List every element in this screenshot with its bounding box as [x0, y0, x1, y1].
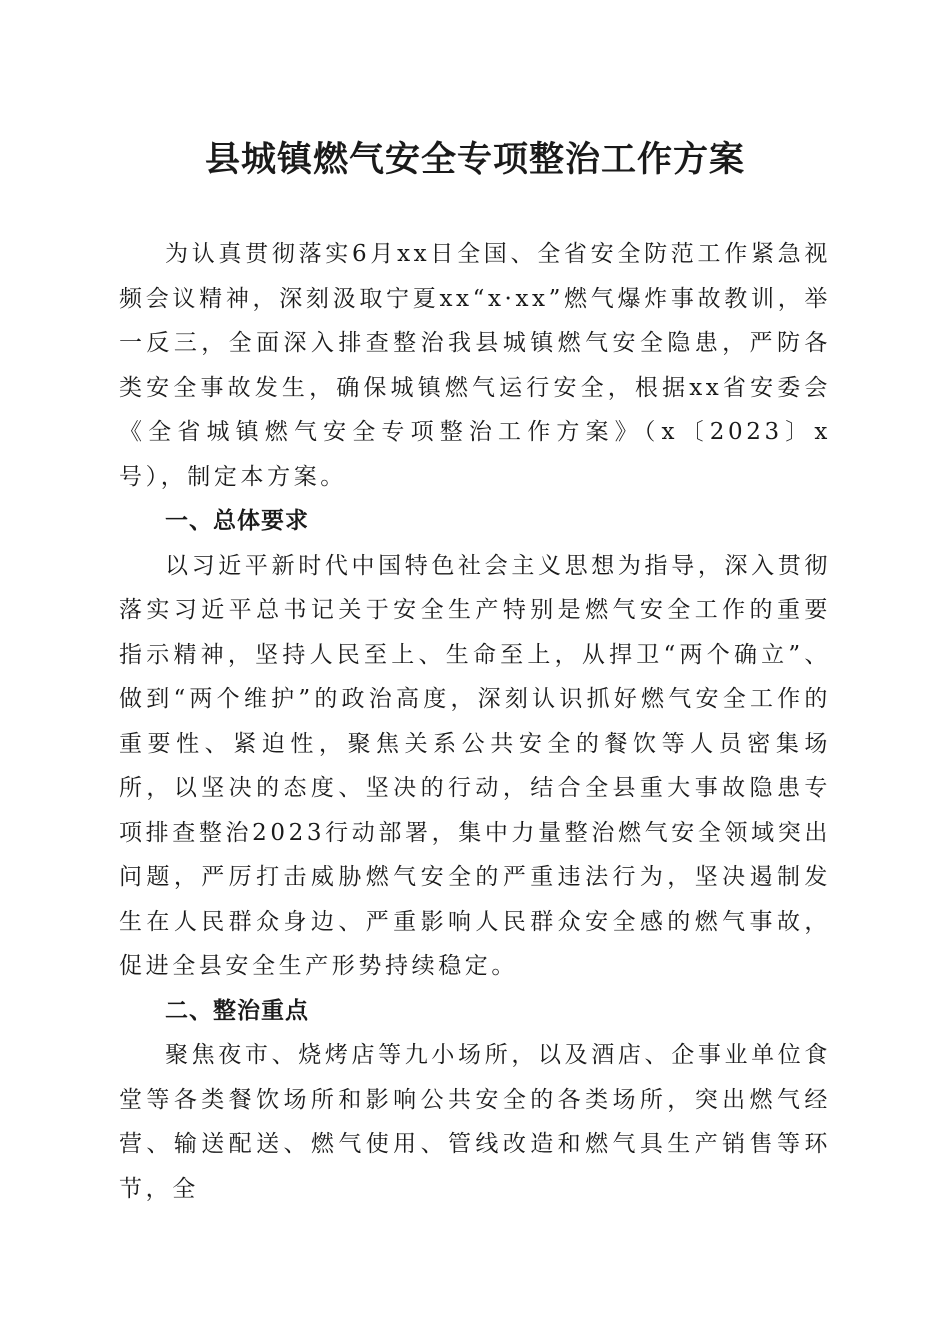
section-heading-key-rectification: 二、整治重点	[165, 997, 309, 1024]
section-paragraph-general-requirements: 以习近平新时代中国特色社会主义思想为指导，深入贯彻落实习近平总书记关于安全生产特别是燃气安全工作的重要指示精神，坚持人民至上、生命至上，从捍卫“两个确立”、做到“两个维护”的政治高度，深刻认识抓好燃气安全工作的重要性、紧迫性，聚焦关系公共安全的餐饮等人员密集场所，以坚决的态度、坚决的行动，结合全县重大事故隐患专项排查整治2023行动部署，集中力量整治燃气安全领域突出问题，严厉打击威胁燃气安全的严重违法行为，坚决遏制发生在人民群众身边、严重影响人民群众安全感的燃气事故，促进全县安全生产形势持续稳定。	[119, 552, 831, 979]
document-body	[119, 232, 831, 1211]
section-paragraph-key-rectification: 聚焦夜市、烧烤店等九小场所，以及酒店、企事业单位食堂等各类餐饮场所和影响公共安全的各类场所，突出燃气经营、输送配送、燃气使用、管线改造和燃气具生产销售等环节，全	[119, 1042, 831, 1202]
intro-paragraph: 为认真贯彻落实6月xx日全国、全省安全防范工作紧急视频会议精神，深刻汲取宁夏xx“x·xx”燃气爆炸事故教训，举一反三，全面深入排查整治我县城镇燃气安全隐患，严防各类安全事故发生，确保城镇燃气运行安全，根据xx省安委会《全省城镇燃气安全专项整治工作方案》（x〔2023〕x号），制定本方案。	[119, 241, 831, 490]
document-title: 县城镇燃气安全专项整治工作方案	[204, 139, 745, 180]
section-heading-general-requirements: 一、总体要求	[165, 508, 309, 534]
